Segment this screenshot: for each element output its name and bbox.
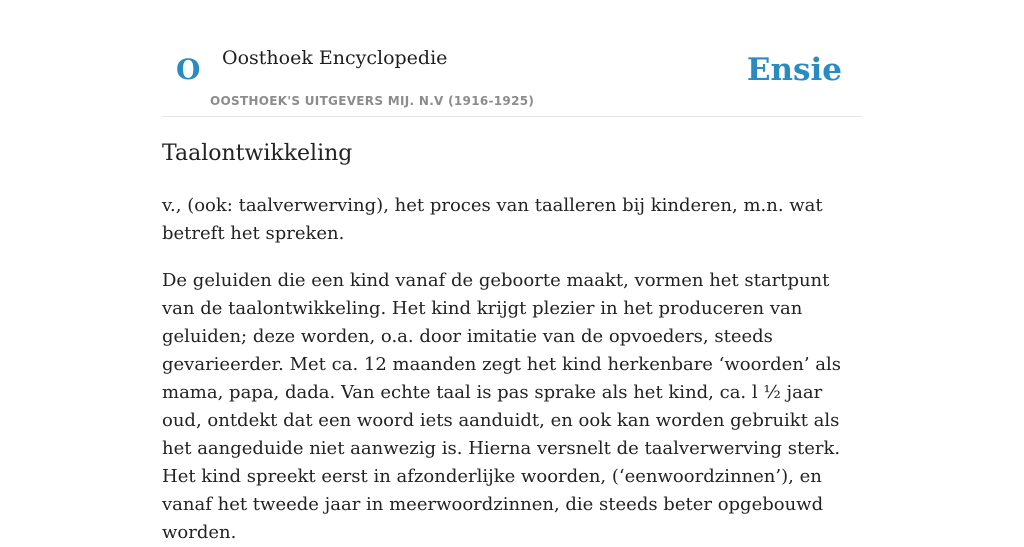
entry-title: Taalontwikkeling bbox=[162, 141, 353, 166]
book-logo[interactable]: O bbox=[176, 53, 201, 86]
entry-paragraph: v., (ook: taalverwerving), het proces van taalleren bij kinderen, m.n. wat betreft het spreken. bbox=[162, 195, 823, 244]
book-title[interactable]: Oosthoek Encyclopedie bbox=[222, 47, 448, 69]
entry-paragraph: De geluiden die een kind vanaf de geboorte maakt, vormen het startpunt van de taalontwikkeling. Het kind krijgt plezier in het produceren van geluiden; deze worden, o.a. door imitatie van de opvoeders, steeds gevarieerder. Met ca. 12 maanden zegt het kind herkenbare ‘woorden’ als mama, papa, dada. Van echte taal is pas sprake als het kind, ca. l ½ jaar oud, ontdekt dat een woord iets aanduidt, en ook kan worden gebruikt als het aangeduide niet aanwezig is. Hierna versnelt de taalverwerving sterk. Het kind spreekt eerst in afzonderlijke woorden, (‘eenwoordzinnen’), en vanaf het tweede jaar in meerwoordzinnen, die steeds beter opgebouwd worden. bbox=[162, 270, 842, 543]
book-header bbox=[162, 0, 862, 117]
publisher-label: OOSTHOEK'S UITGEVERS MIJ. N.V (1916-1925) bbox=[210, 94, 535, 108]
ensie-logo-link[interactable]: Ensie bbox=[746, 52, 842, 88]
content-column bbox=[162, 0, 862, 543]
